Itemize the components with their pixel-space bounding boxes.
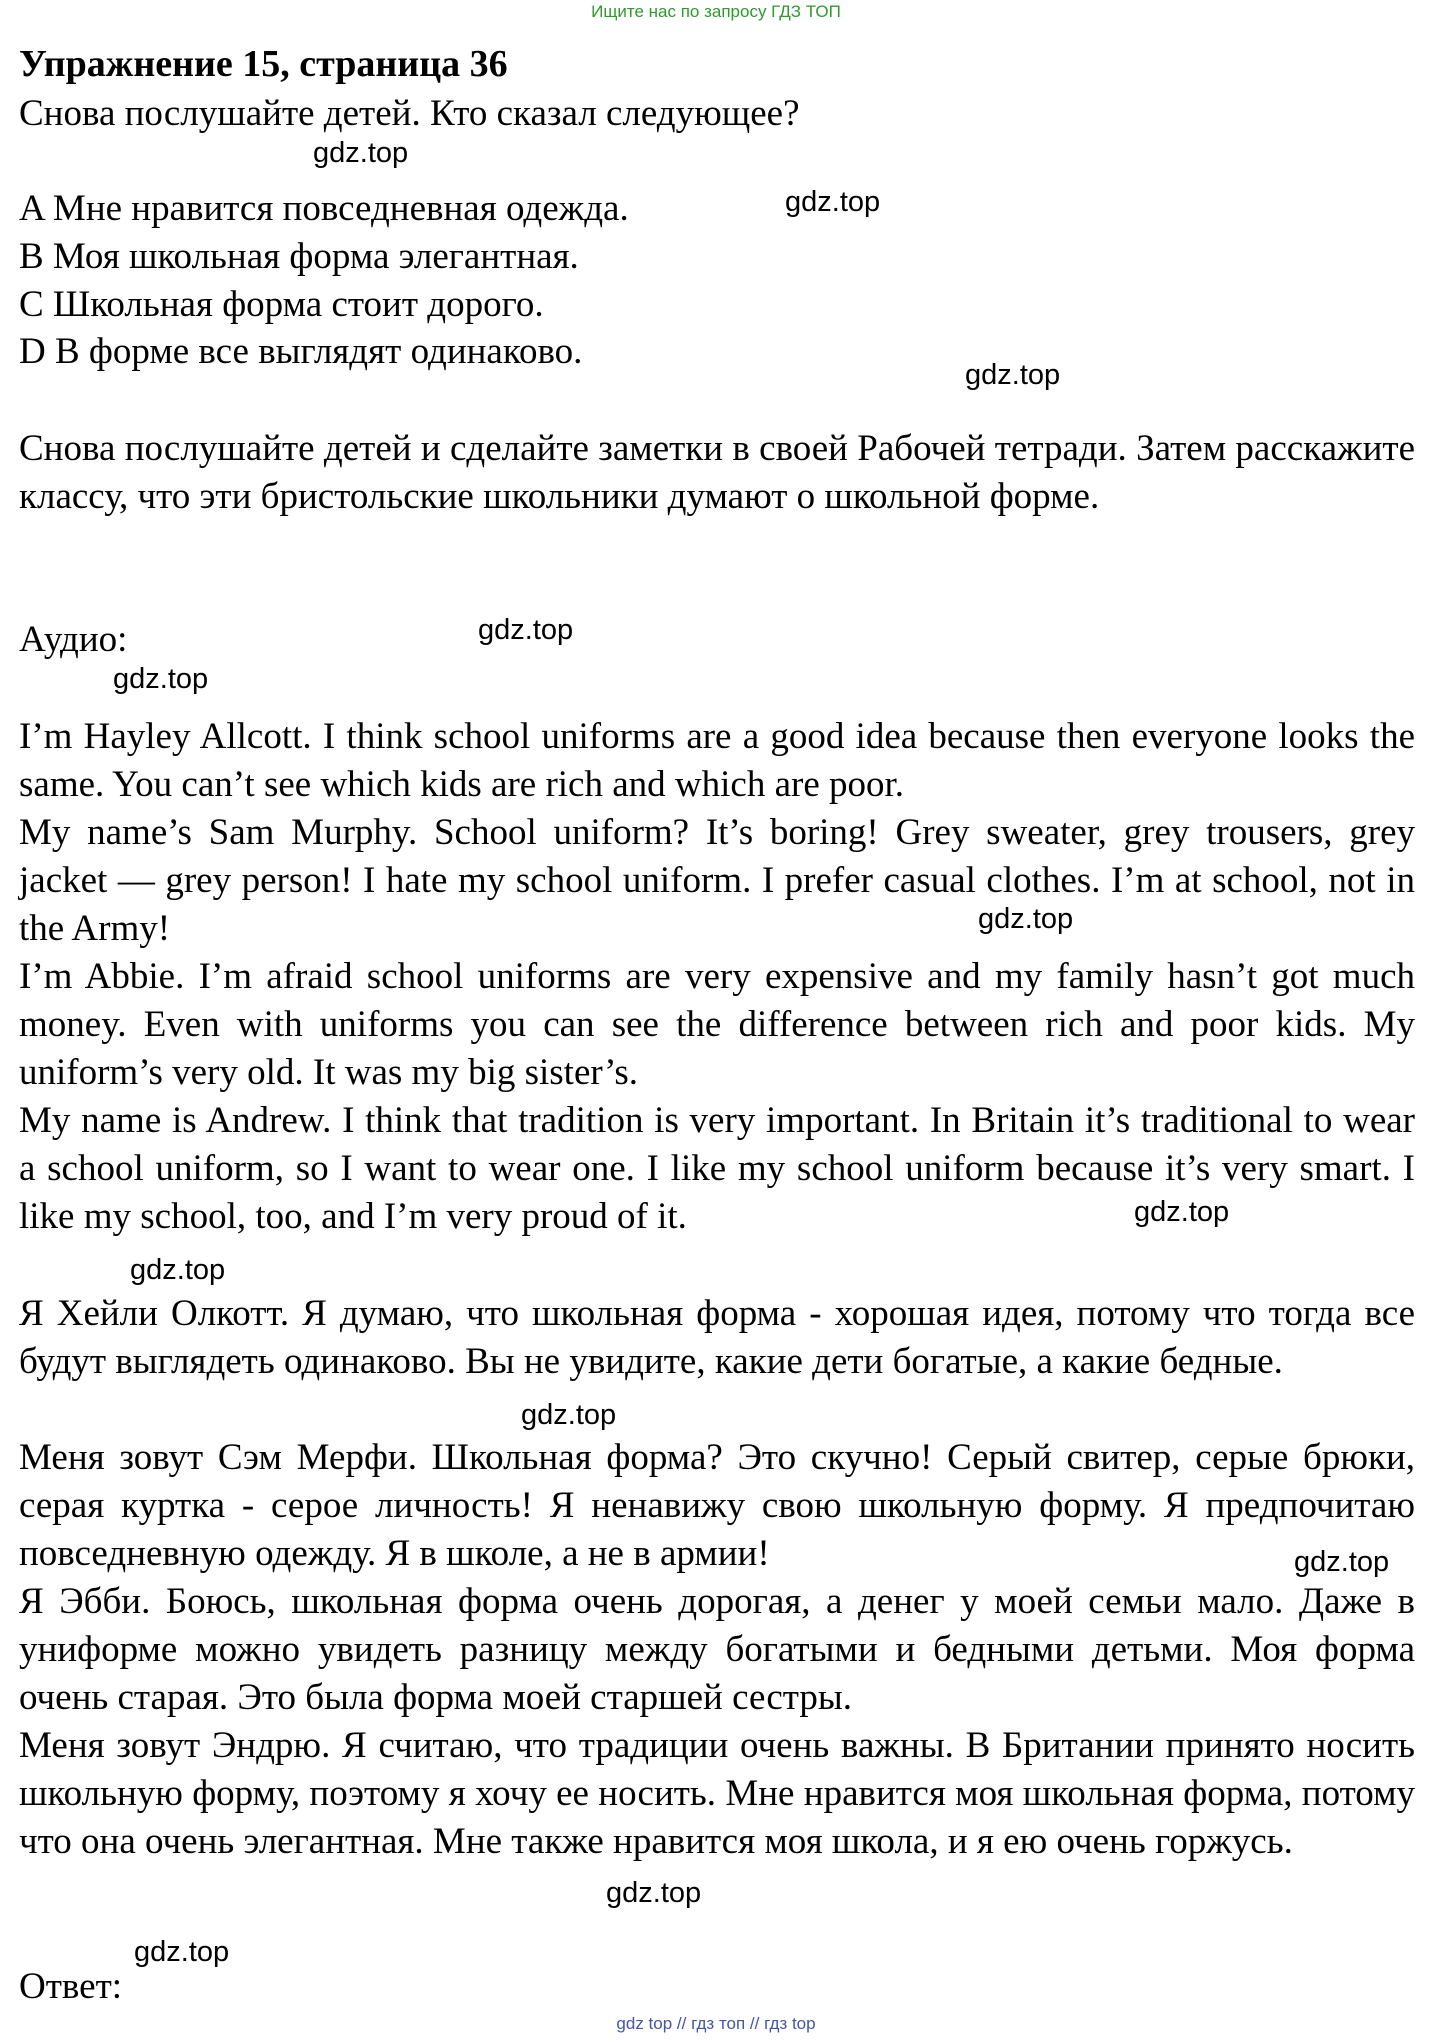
audio-en-hayley: I’m Hayley Allcott. I think school uniforms are a good idea because then everyone looks the same. You can’t see which kids are rich and which are poor. [19,716,1415,805]
exercise-title: Упражнение 15, страница 36 [19,43,508,85]
audio-ru-hayley: Я Хейли Олкотт. Я думаю, что школьная форма - хорошая идея, потому что тогда все будут выглядеть одинаково. Вы не увидите, какие дети богатые, а какие бедные. [19,1293,1415,1382]
audio-en-abbie: I’m Abbie. I’m afraid school uniforms are very expensive and my family hasn’t got much money. Even with uniforms you can see the difference between rich and poor kids. My uniform’s very old. It was my big sister’s. [19,956,1415,1093]
audio-en-andrew: My name is Andrew. I think that tradition is very important. In Britain it’s traditional to wear a school uniform, so I want to wear one. I like my school uniform because it’s very smart. I like my school, too, and I’m very proud of it. [19,1100,1415,1237]
audio-en-sam: My name’s Sam Murphy. School uniform? It’s boring! Grey sweater, grey trousers, grey jacket — grey person! I hate my school uniform. I prefer casual clothes. I’m at school, not in the Army! [19,812,1415,949]
audio-ru-sam: Меня зовут Сэм Мерфи. Школьная форма? Это скучно! Серый свитер, серые брюки, серая куртка - серое личность! Я ненавижу свою школьную форму. Я предпочитаю повседневную одежду. Я в школе, а не в армии! [19,1437,1415,1574]
watermark: gdz.top [313,137,409,169]
audio-ru-andrew: Меня зовут Эндрю. Я считаю, что традиции очень важны. В Британии принято носить школьную форму, поэтому я хочу ее носить. Мне нравится моя школьная форма, потому что она очень элегантная. Мне также нравится моя школа, и я ею очень горжусь. [19,1725,1415,1862]
option-d: D В форме все выглядят одинаково. [19,331,583,372]
audio-ru-abbie: Я Эбби. Боюсь, школьная форма очень дорогая, а денег у моей семьи мало. Даже в униформе можно увидеть разницу между богатыми и бедными детьми. Моя форма очень старая. Это была форма моей старшей сестры. [19,1581,1415,1718]
watermark: gdz.top [130,1254,226,1286]
watermark: gdz.top [1294,1546,1390,1578]
watermark: gdz.top [1134,1196,1230,1228]
option-c: C Школьная форма стоит дорого. [19,284,544,325]
watermark: gdz.top [134,1936,230,1968]
watermark: gdz.top [521,1399,617,1431]
watermark: gdz.top [978,903,1074,935]
instruction: Снова послушайте детей. Кто сказал следующее? [19,93,800,134]
option-a: A Мне нравится повседневная одежда. [19,188,629,229]
option-b: B Моя школьная форма элегантная. [19,236,579,277]
watermark: gdz.top [965,359,1061,391]
task-paragraph: Снова послушайте детей и сделайте заметки в своей Рабочей тетради. Затем расскажите классу, что эти бристольские школьники думают о школьной форме. [19,428,1415,517]
watermark: gdz.top [785,186,881,218]
answer-label: Ответ: [19,1966,123,2007]
watermark: gdz.top [478,614,574,646]
top-banner[interactable]: Ищите нас по запросу ГДЗ ТОП [591,2,841,21]
watermark: gdz.top [113,663,209,695]
watermark: gdz.top [606,1877,702,1909]
audio-label: Аудио: [19,619,128,660]
bottom-banner[interactable]: gdz top // гдз топ // гдз top [616,2014,816,2033]
